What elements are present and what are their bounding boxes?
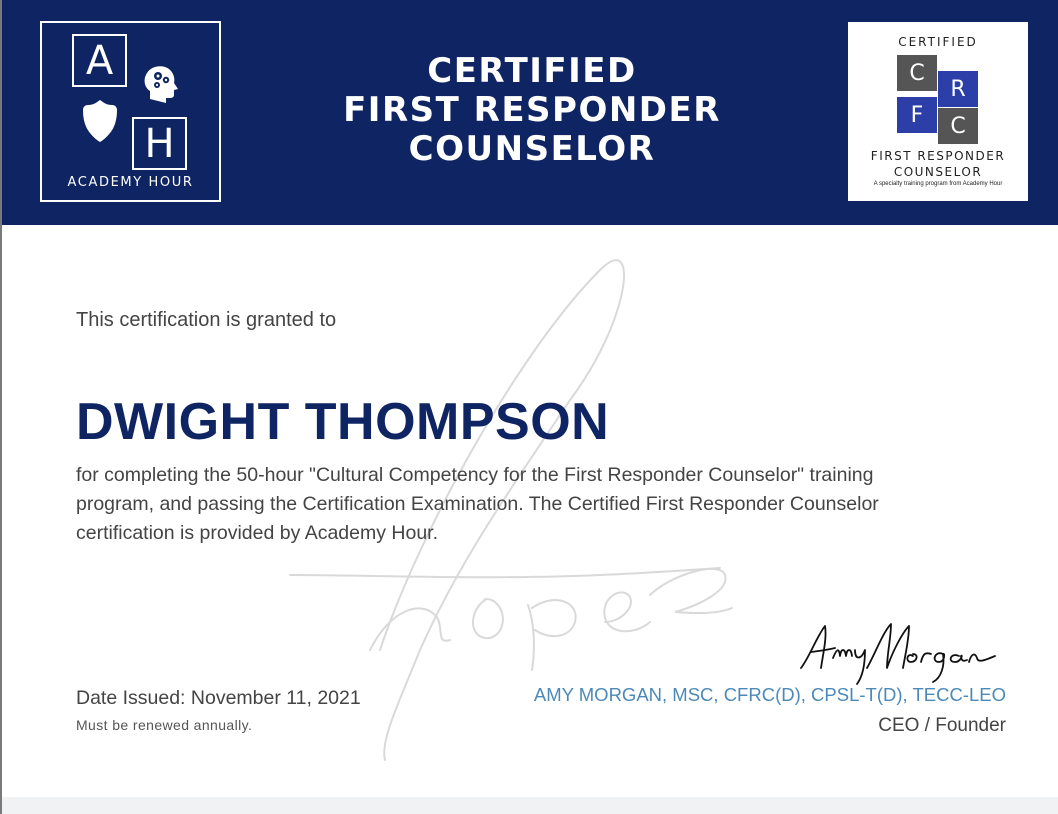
academy-hour-logo <box>40 21 221 202</box>
signer-title: CEO / Founder <box>878 715 1006 736</box>
badge-bottom-text <box>848 148 1028 180</box>
certificate-title <box>302 52 762 169</box>
title-line-2: FIRST RESPONDER <box>343 90 721 130</box>
renewal-note: Must be renewed annually. <box>76 717 253 733</box>
crfc-badge-logo <box>848 22 1028 201</box>
title-line-3: COUNSELOR <box>408 129 656 169</box>
police-shield-icon <box>72 94 127 147</box>
granted-text: This certification is granted to <box>76 309 337 331</box>
logo-letter-a: A <box>72 34 127 87</box>
badge-letter-r: R <box>938 71 978 107</box>
certification-description: for completing the 50-hour "Cultural Competency for the First Responder Counselor" training program, and passing the Certification Examination. The Certified First Responder Counselor certification is provided by Academy Hour. <box>76 464 879 544</box>
certificate-header <box>2 0 1058 225</box>
logo-caption: ACADEMY HOUR <box>67 175 194 190</box>
recipient-name: DWIGHT THOMPSON <box>76 393 610 451</box>
badge-tagline: A specialty training program from Academy Hour <box>873 181 1003 187</box>
title-line-1: CERTIFIED <box>427 51 637 91</box>
badge-bottom-line-2: COUNSELOR <box>893 165 983 179</box>
badge-letter-f: F <box>897 97 937 133</box>
signature-image <box>795 618 1005 688</box>
logo-letter-h: H <box>132 117 187 170</box>
signer-name: AMY MORGAN, MSC, CFRC(D), CPSL-T(D), TECC-LEO <box>533 684 1006 705</box>
badge-top-text: CERTIFIED <box>898 35 978 49</box>
date-issued: Date Issued: November 11, 2021 <box>76 687 361 709</box>
badge-letter-c1: C <box>897 55 937 91</box>
page-bottom-strip <box>2 797 1058 814</box>
badge-bottom-line-1: FIRST RESPONDER <box>870 149 1006 163</box>
badge-letter-c2: C <box>938 108 978 144</box>
brain-gears-icon <box>132 56 187 109</box>
